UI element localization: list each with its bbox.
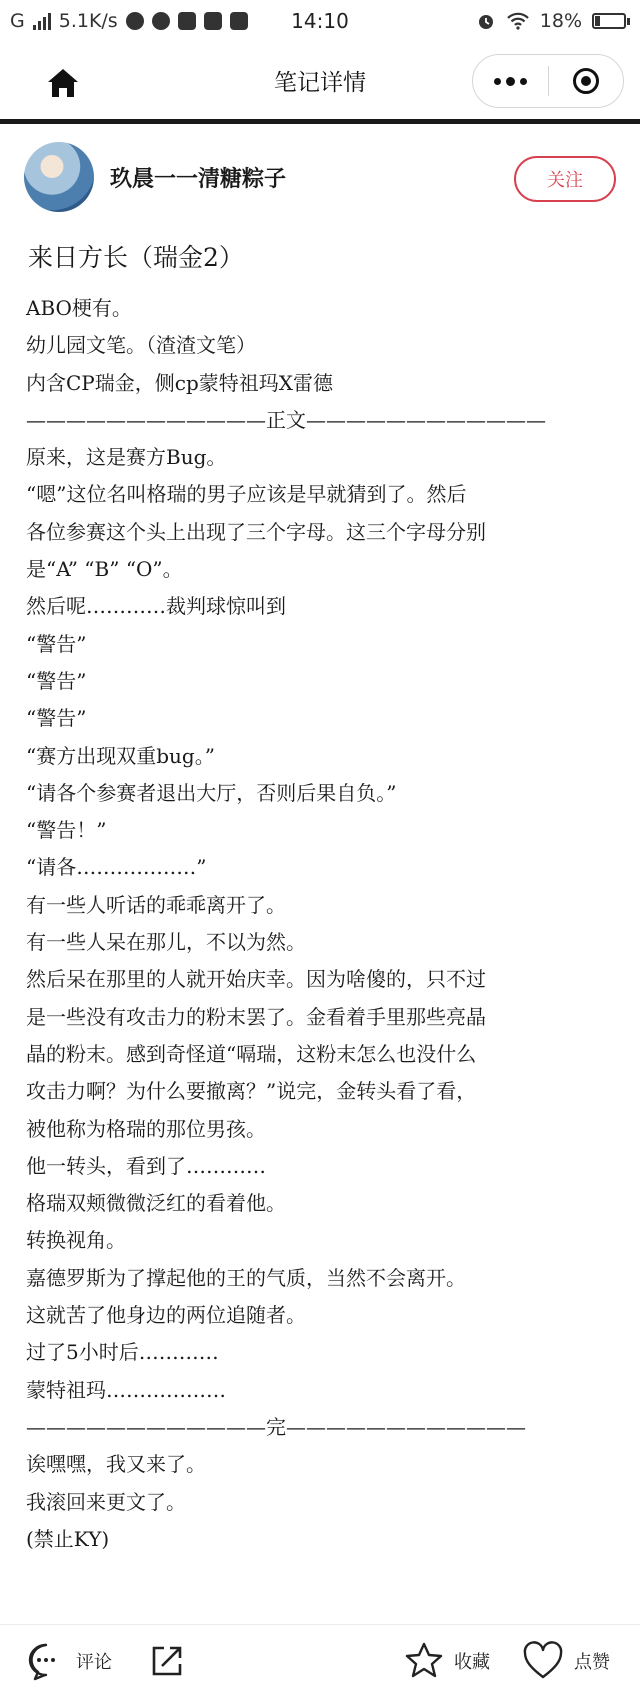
app-s-icon xyxy=(204,12,222,30)
more-dot xyxy=(520,78,527,85)
note-paragraph: 过了5小时后………… xyxy=(26,1340,219,1365)
like-label: 点赞 xyxy=(574,1652,610,1673)
note-title: 来日方长（瑞金2） xyxy=(28,243,244,272)
note-paragraph: 是一些没有攻击力的粉末罢了。金看着手里那些亮晶 xyxy=(26,1004,486,1029)
home-icon xyxy=(46,67,80,99)
close-circle-icon xyxy=(573,68,599,94)
note-paragraph: “嗯”这位名叫格瑞的男子应该是早就猜到了。然后 xyxy=(26,482,467,507)
author-row xyxy=(24,142,624,214)
note-paragraph: ————————————完———————————— xyxy=(26,1414,526,1439)
wifi-icon xyxy=(506,12,530,30)
nav-bar xyxy=(0,42,640,124)
note-paragraph: 嘉德罗斯为了撑起他的王的气质，当然不会离开。 xyxy=(26,1265,466,1290)
like-button[interactable] xyxy=(522,1639,610,1683)
note-paragraph: 原来，这是赛方Bug。 xyxy=(26,445,227,470)
note-paragraph: 内含CP瑞金，侧cp蒙特祖玛X雷德 xyxy=(26,370,334,395)
note-paragraph: 是“A” “B” “O”。 xyxy=(26,557,183,582)
comment-label: 评论 xyxy=(76,1652,112,1673)
comment-button[interactable] xyxy=(26,1639,112,1683)
note-paragraph: 诶嘿嘿，我又来了。 xyxy=(26,1452,206,1477)
clock: 14:10 xyxy=(291,9,349,33)
note-paragraph: “警告” xyxy=(26,631,87,656)
more-dot xyxy=(506,77,515,86)
note-paragraph: “赛方出现双重bug。” xyxy=(26,743,215,768)
note-paragraph: ABO梗有。 xyxy=(26,296,132,320)
star-icon xyxy=(404,1641,444,1681)
author-name[interactable]: 玖晨一一清糖粽子 xyxy=(110,166,287,192)
note-paragraph: 有一些人听话的乖乖离开了。 xyxy=(26,892,286,917)
note-paragraph: 我滚回来更文了。 xyxy=(26,1489,186,1514)
share-button[interactable] xyxy=(148,1639,186,1683)
note-paragraph: “请各………………” xyxy=(26,855,207,880)
favorite-label: 收藏 xyxy=(454,1652,490,1673)
play-icon xyxy=(178,12,196,30)
music-icon xyxy=(230,12,248,30)
note-paragraph: 蒙特祖玛……………… xyxy=(26,1377,226,1402)
signal-icon xyxy=(33,12,51,30)
note-paragraph: 攻击力啊？为什么要撤离？”说完，金转头看了看， xyxy=(26,1079,477,1104)
status-right xyxy=(476,10,630,32)
network-type: G xyxy=(10,10,25,32)
note-paragraph: “警告” xyxy=(26,668,87,693)
close-button[interactable] xyxy=(549,55,624,107)
alarm-icon xyxy=(476,11,496,31)
comment-icon xyxy=(26,1641,66,1681)
follow-button[interactable]: 关注 xyxy=(514,156,616,202)
note-paragraph: “警告！” xyxy=(26,818,107,843)
note-paragraph: ————————————正文———————————— xyxy=(26,407,546,432)
status-left xyxy=(10,10,248,32)
share-icon xyxy=(148,1642,186,1680)
note-paragraph: 转换视角。 xyxy=(26,1228,126,1253)
avatar[interactable] xyxy=(24,142,94,212)
favorite-button[interactable] xyxy=(404,1639,490,1683)
network-speed: 5.1K/s xyxy=(58,10,118,32)
note-paragraph: 晶的粉末。感到奇怪道“嗝瑞，这粉末怎么也没什么 xyxy=(26,1041,477,1066)
app-notification-icon xyxy=(126,12,144,30)
bottom-action-bar xyxy=(0,1624,640,1697)
note-body xyxy=(26,290,626,1558)
battery-percent: 18% xyxy=(539,10,582,32)
more-button[interactable] xyxy=(473,55,548,107)
home-button[interactable] xyxy=(40,60,86,106)
note-paragraph: 幼儿园文笔。（渣渣文笔） xyxy=(26,333,256,358)
note-paragraph: “警告” xyxy=(26,706,87,731)
note-paragraph: 被他称为格瑞的那位男孩。 xyxy=(26,1116,266,1141)
note-paragraph: 这就苦了他身边的两位追随者。 xyxy=(26,1303,306,1328)
heart-icon xyxy=(522,1641,564,1681)
note-paragraph: 他一转头，看到了………… xyxy=(26,1153,266,1178)
note-paragraph: 有一些人呆在那儿，不以为然。 xyxy=(26,930,306,955)
mini-program-capsule xyxy=(472,54,624,108)
app-notification-icon xyxy=(152,12,170,30)
more-dot xyxy=(494,78,501,85)
status-bar xyxy=(0,0,640,42)
note-paragraph: 格瑞双颊微微泛红的看着他。 xyxy=(26,1191,286,1216)
note-paragraph: 然后呢…………裁判球惊叫到 xyxy=(26,594,286,619)
note-paragraph: 然后呆在那里的人就开始庆幸。因为啥傻的，只不过 xyxy=(26,967,486,992)
page-title: 笔记详情 xyxy=(274,70,366,96)
note-paragraph: (禁止KY) xyxy=(26,1526,110,1551)
note-paragraph: 各位参赛这个头上出现了三个字母。这三个字母分别 xyxy=(26,519,486,544)
battery-icon xyxy=(592,13,630,29)
note-paragraph: “请各个参赛者退出大厅，否则后果自负。” xyxy=(26,780,397,805)
